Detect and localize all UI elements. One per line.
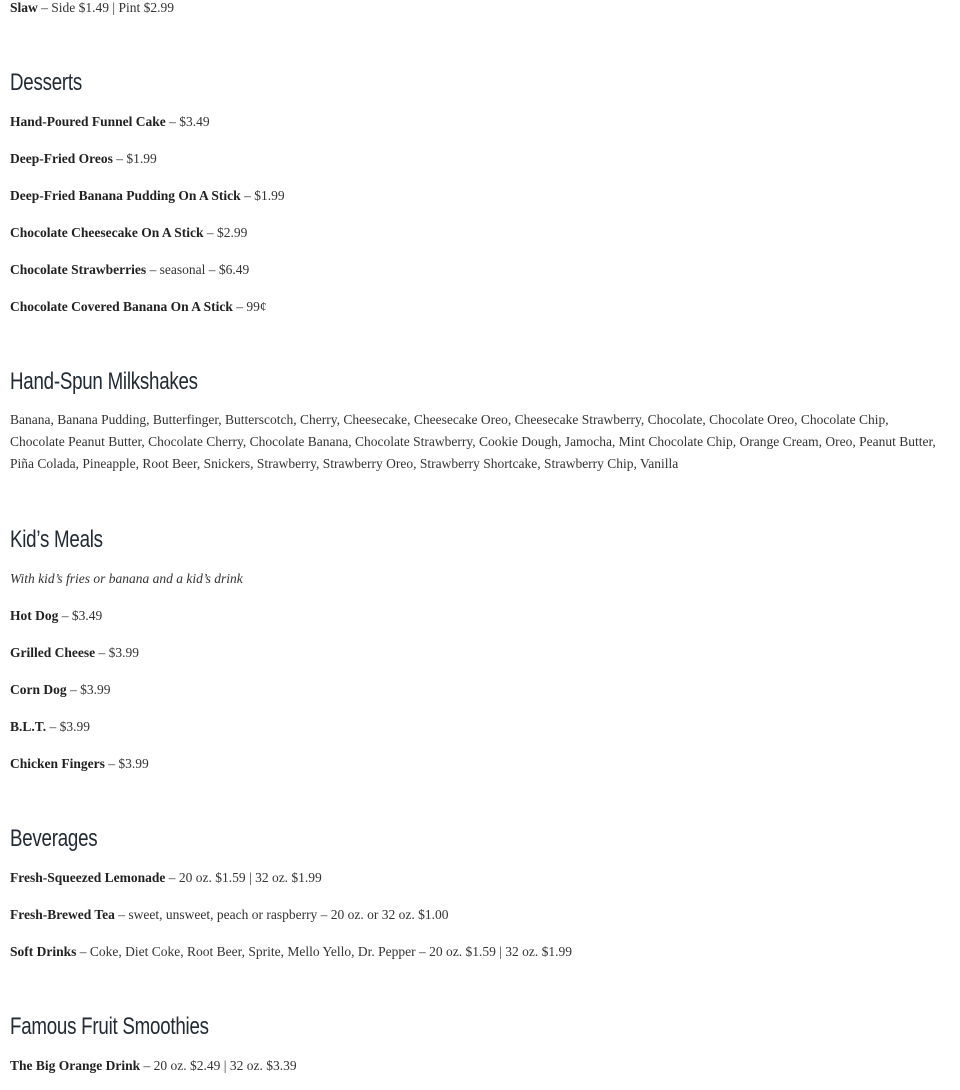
menu-item xyxy=(10,719,90,735)
menu-item-name: Hand-Poured Funnel Cake xyxy=(10,114,166,129)
menu-item xyxy=(10,756,149,772)
section-title-smoothies: Famous Fruit Smoothies xyxy=(10,1013,209,1040)
menu-item-slaw xyxy=(10,0,174,16)
menu-item-detail: – 20 oz. $2.49 | 32 oz. $3.39 xyxy=(140,1058,297,1073)
menu-item-name: Chocolate Covered Banana On A Stick xyxy=(10,299,233,314)
menu-item-detail: – $1.99 xyxy=(112,151,157,166)
menu-item-name: Slaw xyxy=(10,0,38,15)
milkshake-flavors: Banana, Banana Pudding, Butterfinger, Butterscotch, Cherry, Cheesecake, Cheesecake Oreo, Cheesecake Strawberry, Chocolate, Chocolate Oreo, Chocolate Chip, Chocolate Peanut Butter, Chocolate Cherry, Chocolate Banana, Chocolate Strawberry, Cookie Dough, Jamocha, Mint Chocolate Chip, Orange Cream, Oreo, Peanut Butter, Piña Colada, Pineapple, Root Beer, Snickers, Strawberry, Strawberry Oreo, Strawberry Shortcake, Strawberry Chip, Vanilla xyxy=(10,412,936,471)
menu-item-name: Grilled Cheese xyxy=(10,645,96,660)
menu-item xyxy=(10,944,572,960)
menu-item-detail: – Side $1.49 | Pint $2.99 xyxy=(37,0,174,15)
menu-item-name: Chocolate Cheesecake On A Stick xyxy=(10,225,204,240)
menu-item-detail: – 20 oz. $1.59 | 32 oz. $1.99 xyxy=(165,870,322,885)
menu-item-detail: – $3.99 xyxy=(95,645,139,660)
kids-meals-note: With kid’s fries or banana and a kid’s drink xyxy=(10,571,243,586)
menu-item-name: Fresh-Squeezed Lemonade xyxy=(10,870,166,885)
menu-item-detail: – $1.99 xyxy=(240,188,285,203)
menu-item xyxy=(10,1058,297,1074)
menu-item xyxy=(10,608,102,624)
menu-item-detail: – $3.49 xyxy=(58,608,103,623)
menu-item-detail: – 99¢ xyxy=(232,299,267,314)
menu-item-name: Soft Drinks xyxy=(10,944,77,959)
menu-item-name: Deep-Fried Banana Pudding On A Stick xyxy=(10,188,241,203)
menu-item-name: Corn Dog xyxy=(10,682,67,697)
menu-item-detail: – $3.99 xyxy=(46,719,91,734)
menu-item-detail: – Coke, Diet Coke, Root Beer, Sprite, Mello Yello, Dr. Pepper – 20 oz. $1.59 | 32 oz. $1.99 xyxy=(76,944,573,959)
menu-item-name: Deep-Fried Oreos xyxy=(10,151,113,166)
menu-item xyxy=(10,188,285,204)
menu-item-detail: – sweet, unsweet, peach or raspberry – 20 oz. or 32 oz. $1.00 xyxy=(114,907,449,922)
menu-item xyxy=(10,645,139,661)
section-title-milkshakes: Hand-Spun Milkshakes xyxy=(10,368,198,395)
section-title-desserts: Desserts xyxy=(10,69,82,96)
menu-item-name: The Big Orange Drink xyxy=(10,1058,141,1073)
menu-item-name: Hot Dog xyxy=(10,608,59,623)
menu-item xyxy=(10,870,322,886)
menu-item xyxy=(10,225,247,241)
menu-item-name: B.L.T. xyxy=(10,719,47,734)
section-title-beverages: Beverages xyxy=(10,825,98,852)
menu-item-detail: – $2.99 xyxy=(203,225,248,240)
menu-item-name: Chicken Fingers xyxy=(10,756,105,771)
menu-item xyxy=(10,299,267,315)
menu-item-detail: – $3.99 xyxy=(104,756,149,771)
menu-item xyxy=(10,114,210,130)
section-title-kids-meals: Kid’s Meals xyxy=(10,526,103,553)
menu-item-name: Chocolate Strawberries xyxy=(10,262,147,277)
menu-item xyxy=(10,151,157,167)
menu-item-detail: – $3.99 xyxy=(66,682,111,697)
menu-item xyxy=(10,262,249,278)
menu-item xyxy=(10,907,449,923)
menu-item-name: Fresh-Brewed Tea xyxy=(10,907,115,922)
menu-item-detail: – seasonal – $6.49 xyxy=(146,262,250,277)
menu-item-detail: – $3.49 xyxy=(165,114,210,129)
menu-item xyxy=(10,682,111,698)
